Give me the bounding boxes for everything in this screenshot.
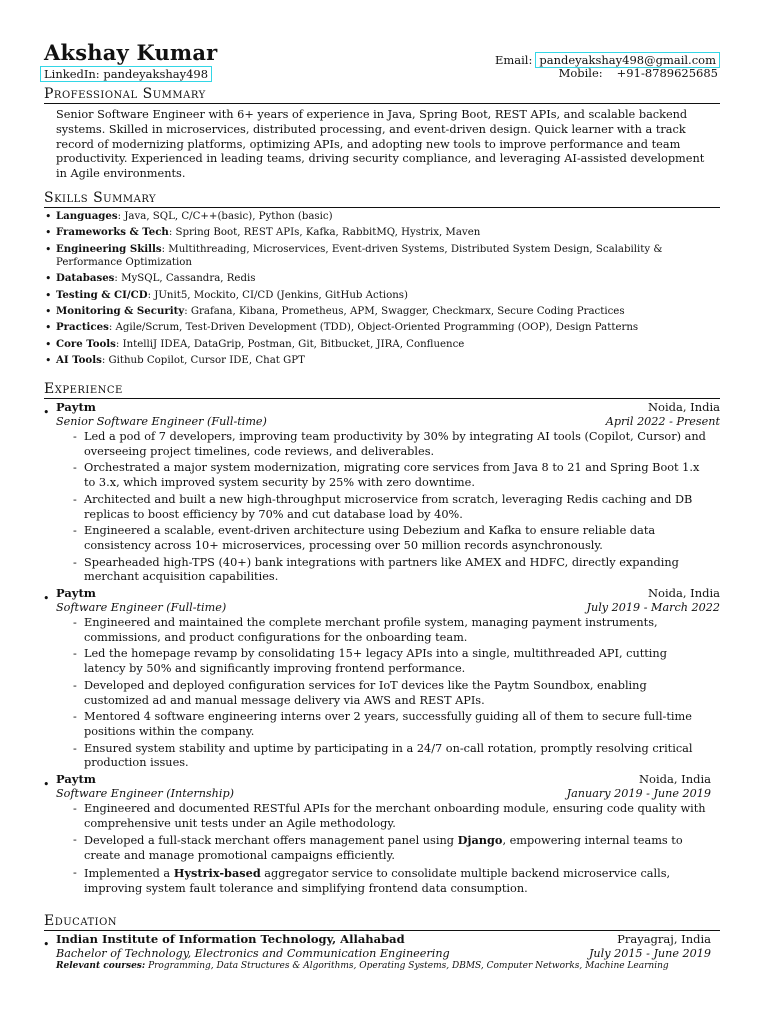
item-text: Implemented a	[84, 866, 174, 880]
item-text: Led a pod of 7 developers, improving team productivity by 30% by integrating AI tools (Copilot, Cursor) and overseeing project timelines, code reviews, and deliverables.	[84, 430, 706, 458]
degree: Bachelor of Technology, Electronics and Communication Engineering	[56, 946, 450, 960]
skill-key: AI Tools	[56, 353, 102, 366]
list-item	[44, 647, 720, 676]
company-name: Paytm	[56, 586, 96, 601]
list-item	[44, 461, 720, 490]
skill-key: Core Tools	[56, 337, 116, 350]
mobile-label: Mobile:	[558, 66, 603, 80]
job-entry	[44, 401, 720, 585]
list-item	[44, 616, 720, 645]
job-entry	[44, 773, 720, 896]
skill-value: : Spring Boot, REST APIs, Kafka, RabbitMQ, Hystrix, Maven	[168, 227, 481, 239]
email-label: Email:	[494, 53, 533, 67]
bullet-icon: •	[43, 592, 50, 606]
skill-key: Monitoring & Security	[56, 304, 185, 317]
skill-key: Databases	[56, 272, 115, 285]
job-role: Software Engineer (Full-time)	[56, 600, 227, 614]
item-text: aggregator service to consolidate multiple backend microservice calls, improving system fault tolerance and simplifying frontend data consumption.	[84, 866, 671, 895]
bullet-icon: •	[43, 938, 50, 951]
job-items	[44, 430, 720, 585]
skill-item	[44, 210, 720, 224]
list-item	[44, 493, 720, 522]
job-dates: January 2019 - June 2019	[566, 786, 711, 800]
item-text: Mentored 4 software engineering interns over 2 years, successfully guiding all of them to secure full-time positions within the company.	[84, 710, 692, 738]
section-title-skills: Skills Summary	[44, 190, 720, 208]
section-title-experience: Experience	[44, 381, 720, 399]
list-item	[44, 679, 720, 708]
job-items	[44, 802, 720, 896]
skill-value: : IntelliJ IDEA, DataGrip, Postman, Git, Bitbucket, JIRA, Confluence	[115, 338, 465, 350]
skill-item	[44, 354, 720, 368]
item-text: Engineered and maintained the complete merchant profile system, managing payment instruments, commissions, and product configurations for the onboarding team.	[84, 616, 658, 644]
skill-item	[44, 226, 720, 240]
section-title-summary: Professional Summary	[44, 86, 720, 104]
skill-item	[44, 338, 720, 352]
skill-value: : Github Copilot, Cursor IDE, Chat GPT	[101, 354, 305, 366]
job-dates: July 2019 - March 2022	[586, 600, 720, 614]
company-name: Paytm	[56, 772, 96, 787]
mobile-row	[559, 66, 718, 80]
skill-item	[44, 272, 720, 286]
job-role: Software Engineer (Internship)	[56, 786, 234, 800]
job-role: Senior Software Engineer (Full-time)	[56, 414, 267, 428]
summary-text: Senior Software Engineer with 6+ years of experience in Java, Spring Boot, REST APIs, and scalable backend systems. Skilled in microservices, distributed processing, and event-driven design. Quick learner with a track record of modernizing platforms, optimizing APIs, and adopting new tools to improve performance and team productivity. Experienced in leading teams, driving security compliance, and leveraging AI-assisted development in Agile environments.	[56, 108, 705, 181]
list-item	[44, 802, 720, 831]
education-entry	[44, 933, 720, 973]
education-head	[44, 933, 720, 947]
job-head	[44, 401, 720, 415]
item-text: Orchestrated a major system modernization, migrating core services from Java 8 to 21 and Spring Boot 1.x to 3.x, which improved system security by 25% with zero downtime.	[84, 461, 700, 490]
bullet-icon: •	[43, 778, 50, 792]
experience-section	[44, 381, 720, 898]
list-item	[44, 524, 720, 553]
job-sub	[44, 601, 720, 615]
linkedin-link[interactable]: LinkedIn: pandeyakshay498	[40, 66, 212, 82]
education-sub	[44, 947, 720, 961]
skill-value: : Grafana, Kibana, Prometheus, APM, Swagger, Checkmarx, Secure Coding Practices	[184, 305, 625, 317]
job-sub	[44, 787, 720, 801]
skill-key: Engineering Skills	[56, 242, 162, 255]
relevant-courses	[44, 960, 720, 973]
list-item	[44, 556, 720, 585]
list-item	[44, 430, 720, 459]
skills-list	[44, 210, 720, 367]
item-text: Architected and built a new high-throughput microservice from scratch, leveraging Redis caching and DB replicas to boost efficiency by 70% and cut database load by 40%.	[84, 492, 693, 521]
company-name: Paytm	[56, 400, 96, 414]
job-head	[44, 773, 720, 787]
education-section	[44, 913, 720, 973]
skill-key: Frameworks & Tech	[56, 226, 169, 239]
skill-item	[44, 321, 720, 335]
skills-section	[44, 190, 720, 370]
jobs-list	[44, 401, 720, 896]
job-items	[44, 616, 720, 771]
mobile-number: +91-8789625685	[616, 66, 718, 80]
job-location: Noida, India	[638, 772, 711, 787]
job-location: Noida, India	[647, 586, 720, 601]
job-entry	[44, 587, 720, 771]
candidate-name: Akshay Kumar	[44, 40, 218, 65]
email-link[interactable]: pandeyakshay498@gmail.com	[535, 52, 720, 68]
skill-key: Testing & CI/CD	[56, 288, 148, 301]
item-text: , empowering internal teams to create and manage promotional campaigns efficiently.	[84, 834, 683, 863]
item-text: Ensured system stability and uptime by participating in a 24/7 on-call rotation, promptly resolving critical production issues.	[84, 741, 693, 770]
item-text: Led the homepage revamp by consolidating 15+ legacy APIs into a single, multithreaded API, cutting latency by 50% and significantly improving frontend performance.	[84, 647, 667, 676]
item-text: Engineered and documented RESTful APIs for the merchant onboarding module, ensuring code quality with comprehensive unit tests under an Agile methodology.	[84, 802, 706, 830]
skill-value: : Java, SQL, C/C++(basic), Python (basic)	[117, 211, 333, 222]
list-item	[44, 833, 720, 863]
skill-key: Practices	[56, 321, 109, 334]
courses-list: Programming, Data Structures & Algorithms, Operating Systems, DBMS, Computer Networks, Machine Learning	[145, 961, 669, 971]
skill-value: : Multithreading, Microservices, Event-driven Systems, Distributed System Design, Scalability & Performance Optimization	[56, 243, 663, 269]
job-sub	[44, 415, 720, 429]
skill-item	[44, 289, 720, 303]
section-title-education: Education	[44, 913, 720, 931]
skill-item	[44, 243, 720, 270]
job-location: Noida, India	[647, 400, 720, 414]
skill-item	[44, 305, 720, 319]
emphasis-text: Django	[457, 833, 503, 848]
list-item	[44, 866, 720, 896]
school-location: Prayagraj, India	[617, 932, 711, 946]
emphasis-text: Hystrix-based	[173, 865, 261, 880]
bullet-icon: •	[43, 406, 50, 419]
skill-value: : JUnit5, Mockito, CI/CD (Jenkins, GitHub Actions)	[147, 289, 408, 301]
list-item	[44, 710, 720, 739]
skill-key: Languages	[56, 210, 118, 222]
item-text: Developed a full-stack merchant offers management panel using	[84, 834, 458, 848]
job-dates: April 2022 - Present	[605, 414, 720, 428]
list-item	[44, 742, 720, 771]
item-text: Spearheaded high-TPS (40+) bank integrations with partners like AMEX and HDFC, directly expanding merchant acquisition capabilities.	[84, 555, 679, 584]
skill-value: : Agile/Scrum, Test-Driven Development (TDD), Object-Oriented Programming (OOP), Design Patterns	[108, 322, 639, 334]
skill-value: : MySQL, Cassandra, Redis	[114, 273, 256, 285]
item-text: Engineered a scalable, event-driven architecture using Debezium and Kafka to ensure reliable data consistency across 10+ microservices, processing over 50 million records asynchronously.	[84, 524, 656, 552]
education-dates: July 2015 - June 2019	[588, 946, 711, 960]
job-head	[44, 587, 720, 601]
item-text: Developed and deployed configuration services for IoT devices like the Paytm Soundbox, enabling customized ad and manual message delivery via AWS and REST APIs.	[84, 678, 647, 707]
school-name: Indian Institute of Information Technology, Allahabad	[56, 932, 405, 946]
summary-section	[44, 86, 720, 182]
courses-label: Relevant courses:	[56, 961, 146, 971]
